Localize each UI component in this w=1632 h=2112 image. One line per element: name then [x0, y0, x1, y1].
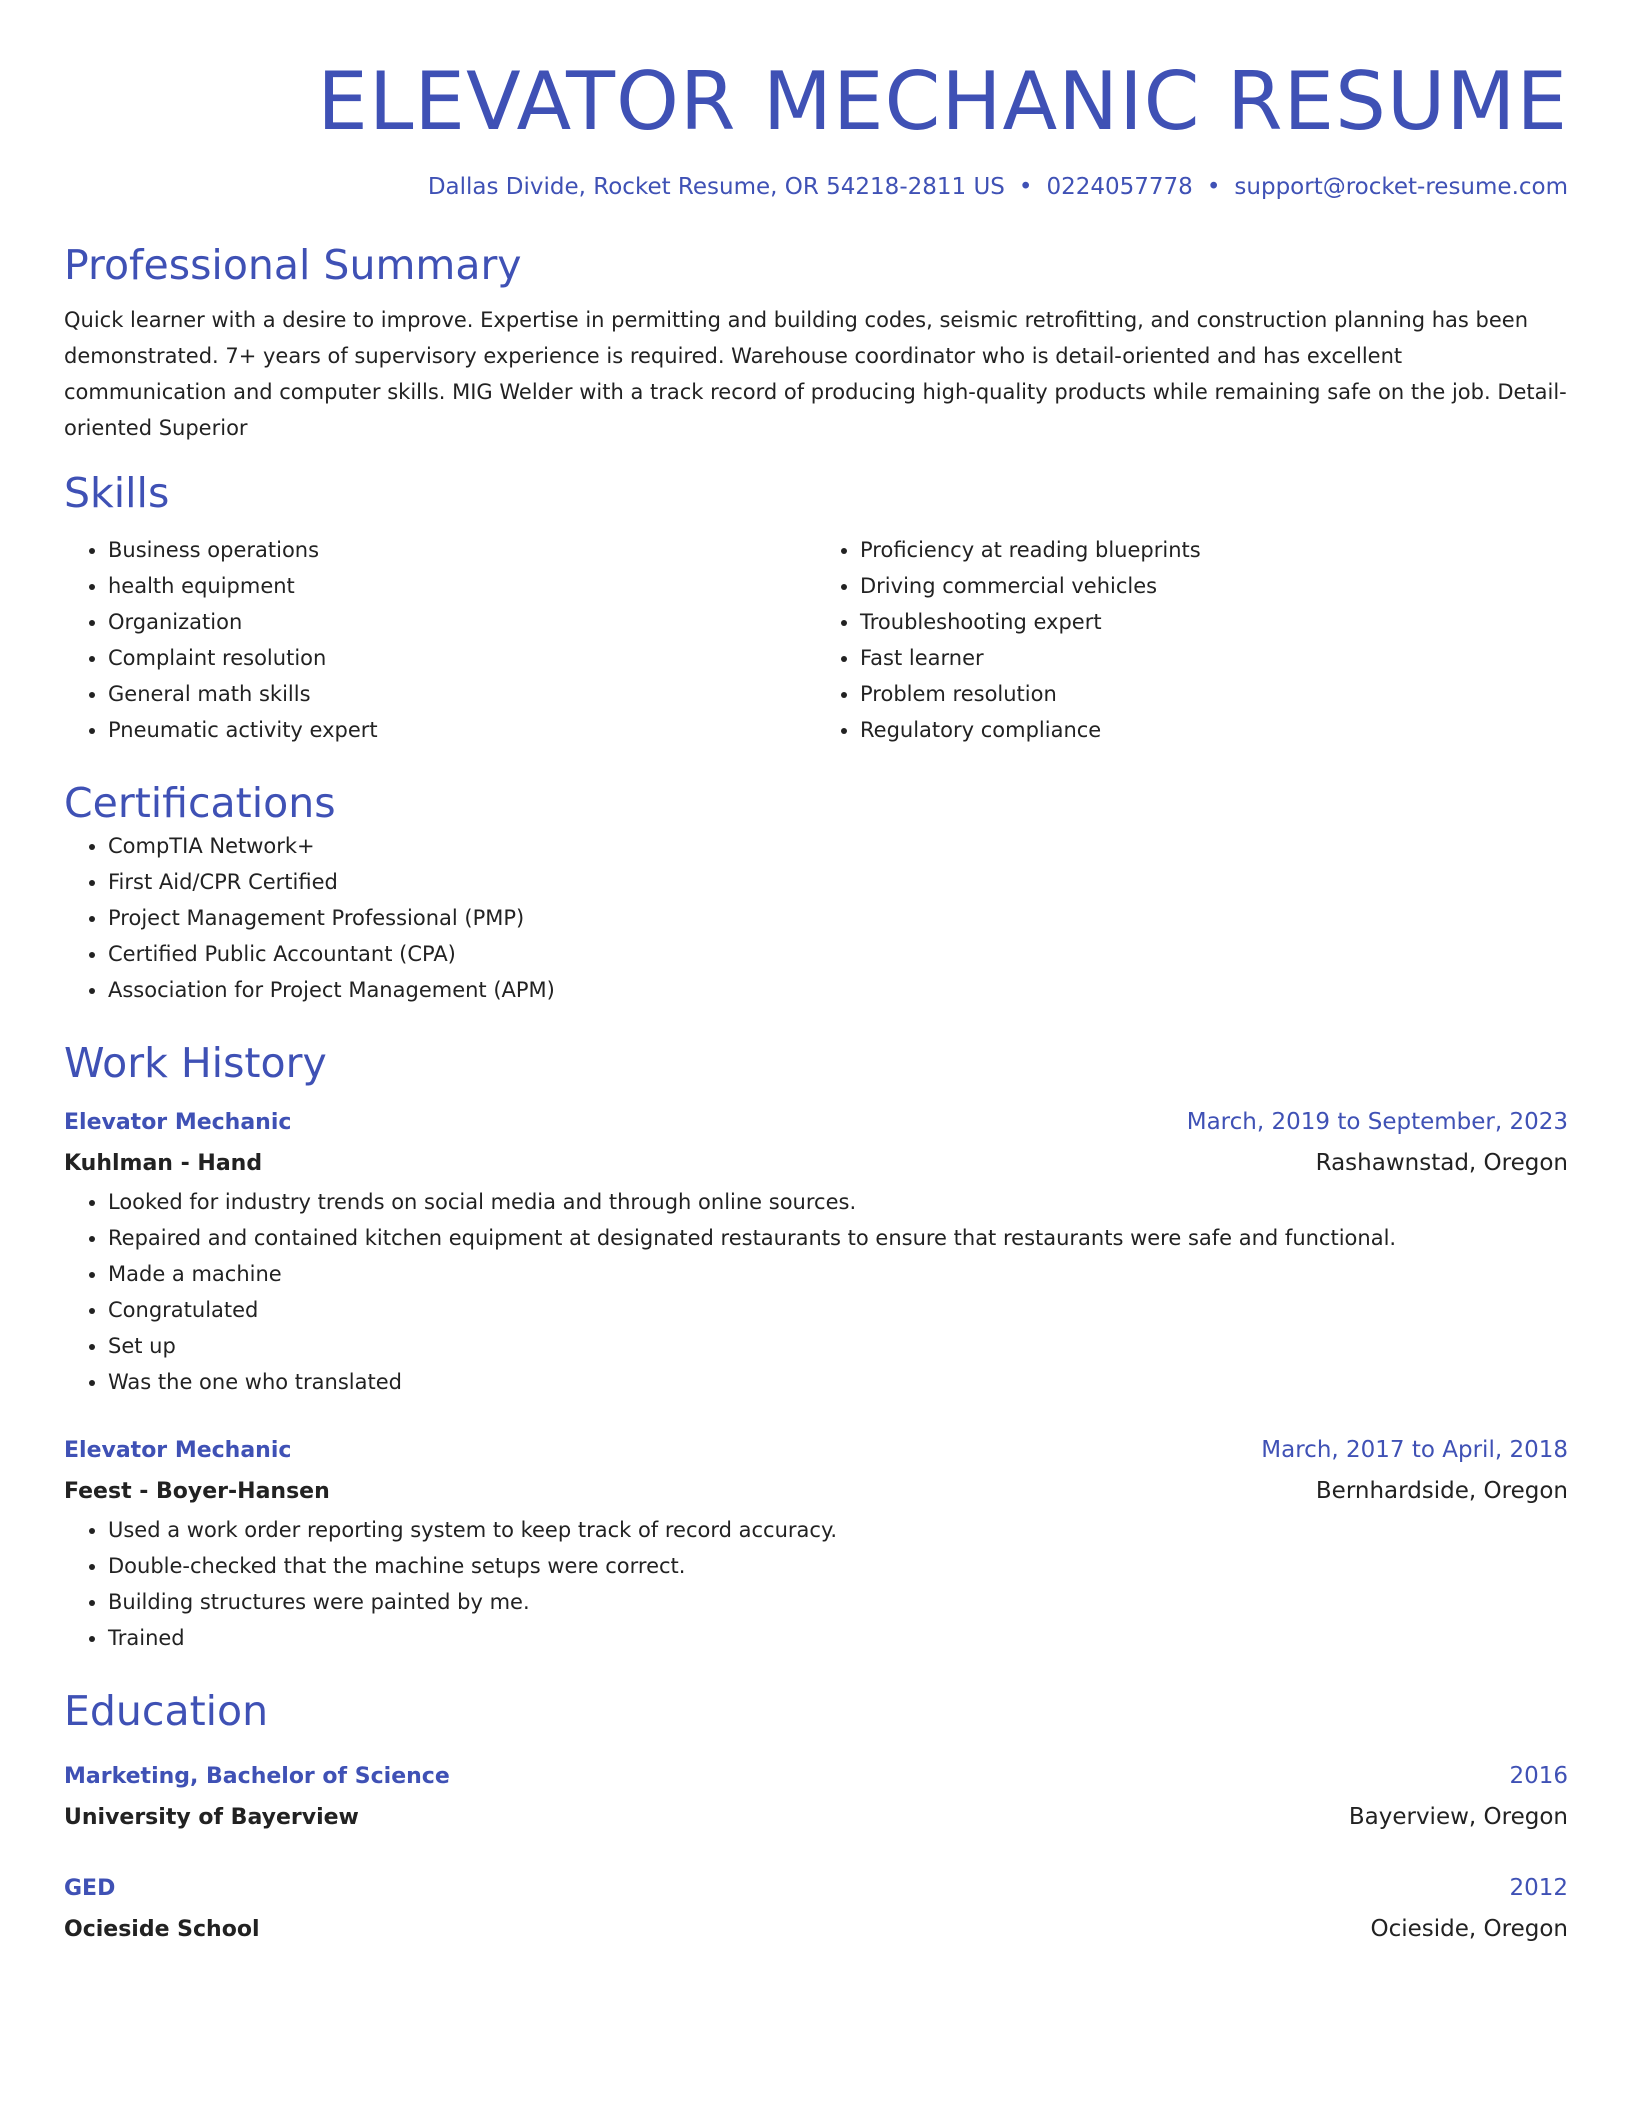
job-header-row — [64, 1430, 1568, 1471]
contact-separator: • — [1206, 174, 1221, 200]
skills-column-left — [64, 532, 816, 748]
skill-item: • health equipment — [108, 568, 816, 604]
contact-email: support@rocket-resume.com — [1234, 174, 1568, 200]
skill-item: • Pneumatic activity expert — [108, 712, 816, 748]
job-duty-item: • Set up — [108, 1328, 1568, 1364]
job-location: Bernhardside, Oregon — [1315, 1478, 1568, 1504]
job-company-row — [64, 1143, 1568, 1184]
job-duty-item: • Congratulated — [108, 1292, 1568, 1328]
job-entry — [64, 1430, 1568, 1656]
certification-item: • First Aid/CPR Certified — [108, 864, 1568, 900]
job-duties-list — [64, 1184, 1568, 1400]
certification-item: • CompTIA Network+ — [108, 828, 1568, 864]
skill-item: • Regulatory compliance — [860, 712, 1568, 748]
job-duty-item: • Used a work order reporting system to keep track of record accuracy. — [108, 1512, 1568, 1548]
contact-separator: • — [1018, 174, 1033, 200]
skill-item: • Problem resolution — [860, 676, 1568, 712]
job-duty-item: • Was the one who translated — [108, 1364, 1568, 1400]
education-entry — [64, 1868, 1568, 1950]
job-duty-item: • Trained — [108, 1620, 1568, 1656]
education-header-row — [64, 1868, 1568, 1909]
section-title-education: Education — [64, 1687, 269, 1735]
job-duty-item: • Made a machine — [108, 1256, 1568, 1292]
section-title-certifications: Certifications — [64, 779, 336, 827]
skills-list-left — [64, 532, 816, 748]
resume-header — [64, 0, 1568, 202]
certifications-list — [64, 828, 1568, 1008]
job-header-row — [64, 1102, 1568, 1143]
contact-line — [64, 172, 1568, 202]
certification-item: • Project Management Professional (PMP) — [108, 900, 1568, 936]
education-school: University of Bayerview — [64, 1805, 359, 1830]
skill-item: • Troubleshooting expert — [860, 604, 1568, 640]
contact-address: Dallas Divide, Rocket Resume, OR 54218-2811 US — [427, 174, 1005, 200]
education-degree: Marketing, Bachelor of Science — [64, 1764, 450, 1789]
education-school-row — [64, 1797, 1568, 1838]
job-dates: March, 2017 to April, 2018 — [1261, 1437, 1568, 1463]
skill-item: • Fast learner — [860, 640, 1568, 676]
skills-list-right — [816, 532, 1568, 748]
education-location: Ocieside, Oregon — [1370, 1916, 1568, 1942]
section-title-summary: Professional Summary — [64, 241, 522, 289]
skill-item: • Driving commercial vehicles — [860, 568, 1568, 604]
education-school: Ocieside School — [64, 1917, 260, 1942]
certification-item: • Association for Project Management (APM) — [108, 972, 1568, 1008]
education-school-row — [64, 1909, 1568, 1950]
job-company-row — [64, 1471, 1568, 1512]
skill-item: • Complaint resolution — [108, 640, 816, 676]
certification-item: • Certified Public Accountant (CPA) — [108, 936, 1568, 972]
job-title: Elevator Mechanic — [64, 1438, 292, 1463]
education-year: 2016 — [1509, 1763, 1568, 1789]
education-header-row — [64, 1756, 1568, 1797]
skill-item: • Proficiency at reading blueprints — [860, 532, 1568, 568]
education-location: Bayerview, Oregon — [1348, 1804, 1568, 1830]
job-duties-list — [64, 1512, 1568, 1656]
job-title: Elevator Mechanic — [64, 1110, 292, 1135]
contact-phone: 0224057778 — [1046, 174, 1193, 200]
summary-text: Quick learner with a desire to improve. Expertise in permitting and building codes, seismic retrofitting, and construction planning has been demonstrated. 7+ years of supervisory experience is required. Warehouse coordinator who is detail-oriented and has excellent communication and computer skills. MIG Welder with a track record of producing high-quality products while remaining safe on the job. Detail-oriented Superior — [64, 308, 1567, 440]
skill-item: • Business operations — [108, 532, 816, 568]
job-duty-item: • Looked for industry trends on social media and through online sources. — [108, 1184, 1568, 1220]
job-duty-item: • Double-checked that the machine setups were correct. — [108, 1548, 1568, 1584]
skill-item: • General math skills — [108, 676, 816, 712]
education-year: 2012 — [1509, 1875, 1568, 1901]
job-company: Kuhlman - Hand — [64, 1151, 263, 1176]
resume-title: ELEVATOR MECHANIC RESUME — [317, 55, 1568, 148]
skill-item: • Organization — [108, 604, 816, 640]
job-company: Feest - Boyer-Hansen — [64, 1479, 330, 1504]
section-title-work-history: Work History — [64, 1039, 327, 1087]
education-entry — [64, 1756, 1568, 1838]
education-degree: GED — [64, 1876, 116, 1901]
job-duty-item: • Building structures were painted by me. — [108, 1584, 1568, 1620]
job-entry — [64, 1102, 1568, 1400]
job-dates: March, 2019 to September, 2023 — [1186, 1109, 1568, 1135]
section-title-skills: Skills — [64, 469, 170, 517]
skills-grid — [64, 532, 1568, 748]
job-duty-item: • Repaired and contained kitchen equipment at designated restaurants to ensure that restaurants were safe and functional. — [108, 1220, 1568, 1256]
skills-column-right — [816, 532, 1568, 748]
job-location: Rashawnstad, Oregon — [1315, 1150, 1568, 1176]
